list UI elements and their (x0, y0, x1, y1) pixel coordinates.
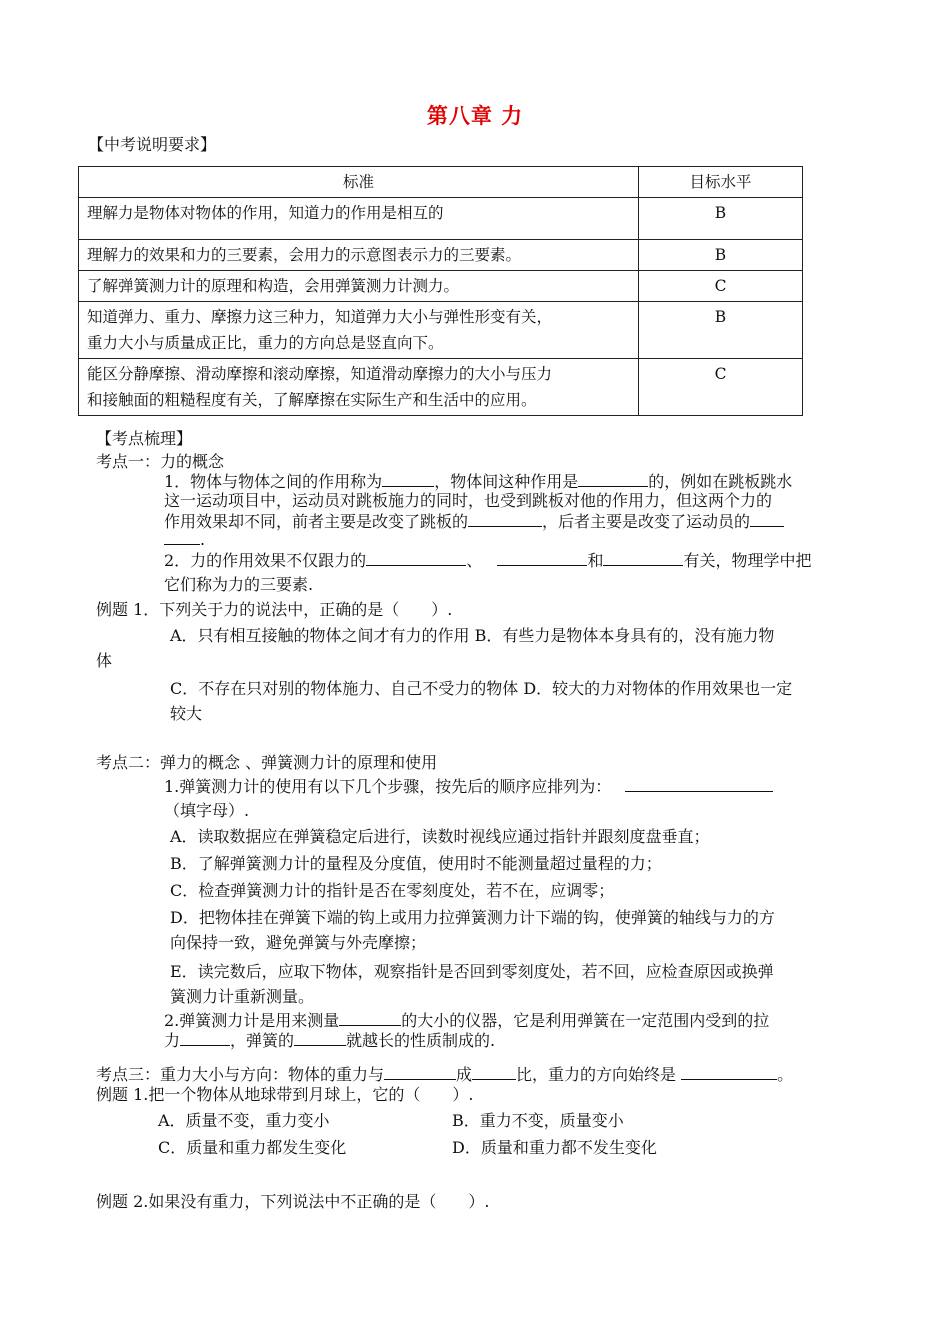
kd2-option-b: B．了解弹簧测力计的量程及分度值，使用时不能测量超过量程的力； (170, 854, 662, 873)
kd2-option-e-line2: 簧测力计重新测量。 (170, 987, 315, 1006)
kd1-q1-line4: . (164, 528, 205, 551)
standard-cell: 能区分静摩擦、滑动摩擦和滚动摩擦，知道滑动摩擦力的大小与压力 和接触面的粗糙程度有关，了解摩擦在实际生产和生活中的应用。 (79, 359, 639, 416)
kd1-q1-line3: 作用效果却不同，前者主要是改变了跳板的 ，后者主要是改变了运动员的 (164, 510, 784, 533)
kd1-example1: 例题 1．下列关于力的说法中，正确的是（ ）. (96, 600, 453, 619)
blank[interactable] (578, 470, 648, 487)
table-row (79, 271, 803, 302)
kd3-example1-option-d: D．质量和重力都不发生变化 (452, 1138, 657, 1157)
blank[interactable] (384, 1063, 456, 1080)
section-requirements-heading: 【中考说明要求】 (88, 135, 217, 154)
table-row (79, 198, 803, 240)
blank[interactable] (497, 549, 587, 566)
level-cell: B (639, 240, 803, 271)
kd1-heading: 考点一：力的概念 (96, 452, 225, 471)
kd2-q2-line1: 2.弹簧测力计是用来测量 的大小的仪器，它是利用弹簧在一定范围内受到的拉 (164, 1011, 770, 1030)
header-standard: 标准 (79, 167, 639, 198)
blank[interactable] (681, 1063, 777, 1080)
section-points-heading: 【考点梳理】 (96, 429, 193, 448)
table-header-row (79, 167, 803, 198)
standard-cell: 知道弹力、重力、摩擦力这三种力，知道弹力大小与弹性形变有关， 重力大小与质量成正比，重力的方向总是竖直向下。 (79, 302, 639, 359)
blank[interactable] (366, 549, 466, 566)
kd1-q1-line2: 这一运动项目中，运动员对跳板施力的同时，也受到跳板对他的作用力，但这两个力的 (164, 491, 773, 510)
level-cell: C (639, 359, 803, 416)
level-cell: C (639, 271, 803, 302)
kd2-option-d-line1: D．把物体挂在弹簧下端的钩上或用力拉弹簧测力计下端的钩，使弹簧的轴线与力的方 (170, 908, 775, 927)
header-level: 目标水平 (639, 167, 803, 198)
kd3-example1: 例题 1.把一个物体从地球带到月球上，它的（ ）. (96, 1085, 474, 1104)
table-row (79, 359, 803, 416)
kd1-example1-options-cd: C．不存在只对别的物体施力、自己不受力的物体 D．较大的力对物体的作用效果也一定 (170, 679, 793, 698)
kd2-q1-line2: （填字母）. (164, 801, 250, 820)
kd2-heading: 考点二：弹力的概念 、弹簧测力计的原理和使用 (96, 753, 438, 772)
blank[interactable] (382, 470, 434, 487)
kd3-example1-option-a: A．质量不变，重力变小 (158, 1111, 330, 1130)
blank[interactable] (339, 1009, 401, 1026)
blank[interactable] (164, 528, 200, 545)
table-row (79, 302, 803, 359)
kd1-example1-options-ab-cont: 体 (96, 651, 113, 670)
blank[interactable] (468, 510, 542, 527)
kd3-heading: 考点三：重力大小与方向：物体的重力与 成 比，重力的方向始终是 。 (96, 1065, 794, 1084)
page-title: 第八章 力 (426, 104, 524, 128)
blank[interactable] (750, 510, 784, 527)
standard-cell: 了解弹簧测力计的原理和构造，会用弹簧测力计测力。 (79, 271, 639, 302)
blank[interactable] (180, 1029, 230, 1046)
standard-cell: 理解力的效果和力的三要素，会用力的示意图表示力的三要素。 (79, 240, 639, 271)
blank[interactable] (472, 1063, 516, 1080)
kd2-option-e-line1: E．读完数后，应取下物体，观察指针是否回到零刻度处，若不回，应检查原因或换弹 (170, 962, 774, 981)
kd2-option-d-line2: 向保持一致，避免弹簧与外壳摩擦； (170, 933, 427, 952)
table-row (79, 240, 803, 271)
kd1-q1-line1: 1．物体与物体之间的作用称为 ，物体间这种作用是 的，例如在跳板跳水 (164, 472, 793, 491)
kd3-example1-option-b: B．重力不变，质量变小 (452, 1111, 624, 1130)
blank[interactable] (603, 549, 683, 566)
kd3-example1-option-c: C．质量和重力都发生变化 (158, 1138, 347, 1157)
kd2-q1-line1: 1.弹簧测力计的使用有以下几个步骤，按先后的顺序应排列为： (164, 775, 773, 798)
kd1-example1-options-cd-cont: 较大 (170, 704, 203, 723)
blank[interactable] (625, 775, 773, 792)
kd2-q2-line2: 力 ，弹簧的 就越长的性质制成的. (164, 1031, 496, 1050)
blank[interactable] (294, 1029, 346, 1046)
kd1-q2-line1: 2．力的作用效果不仅跟力的 、 和 有关，物理学中把 (164, 551, 812, 570)
kd2-option-a: A．读取数据应在弹簧稳定后进行，读数时视线应通过指针并跟刻度盘垂直； (170, 827, 710, 846)
kd1-example1-options-ab: A．只有相互接触的物体之间才有力的作用 B．有些力是物体本身具有的，没有施力物 (170, 626, 775, 645)
kd2-option-c: C．检查弹簧测力计的指针是否在零刻度处，若不在，应调零； (170, 881, 615, 900)
level-cell: B (639, 302, 803, 359)
kd1-q2-line2: 它们称为力的三要素. (164, 575, 314, 594)
standard-cell: 理解力是物体对物体的作用，知道力的作用是相互的 (79, 198, 639, 240)
requirements-table (78, 166, 803, 416)
level-cell: B (639, 198, 803, 240)
kd3-example2: 例题 2.如果没有重力，下列说法中不正确的是（ ）. (96, 1192, 490, 1211)
